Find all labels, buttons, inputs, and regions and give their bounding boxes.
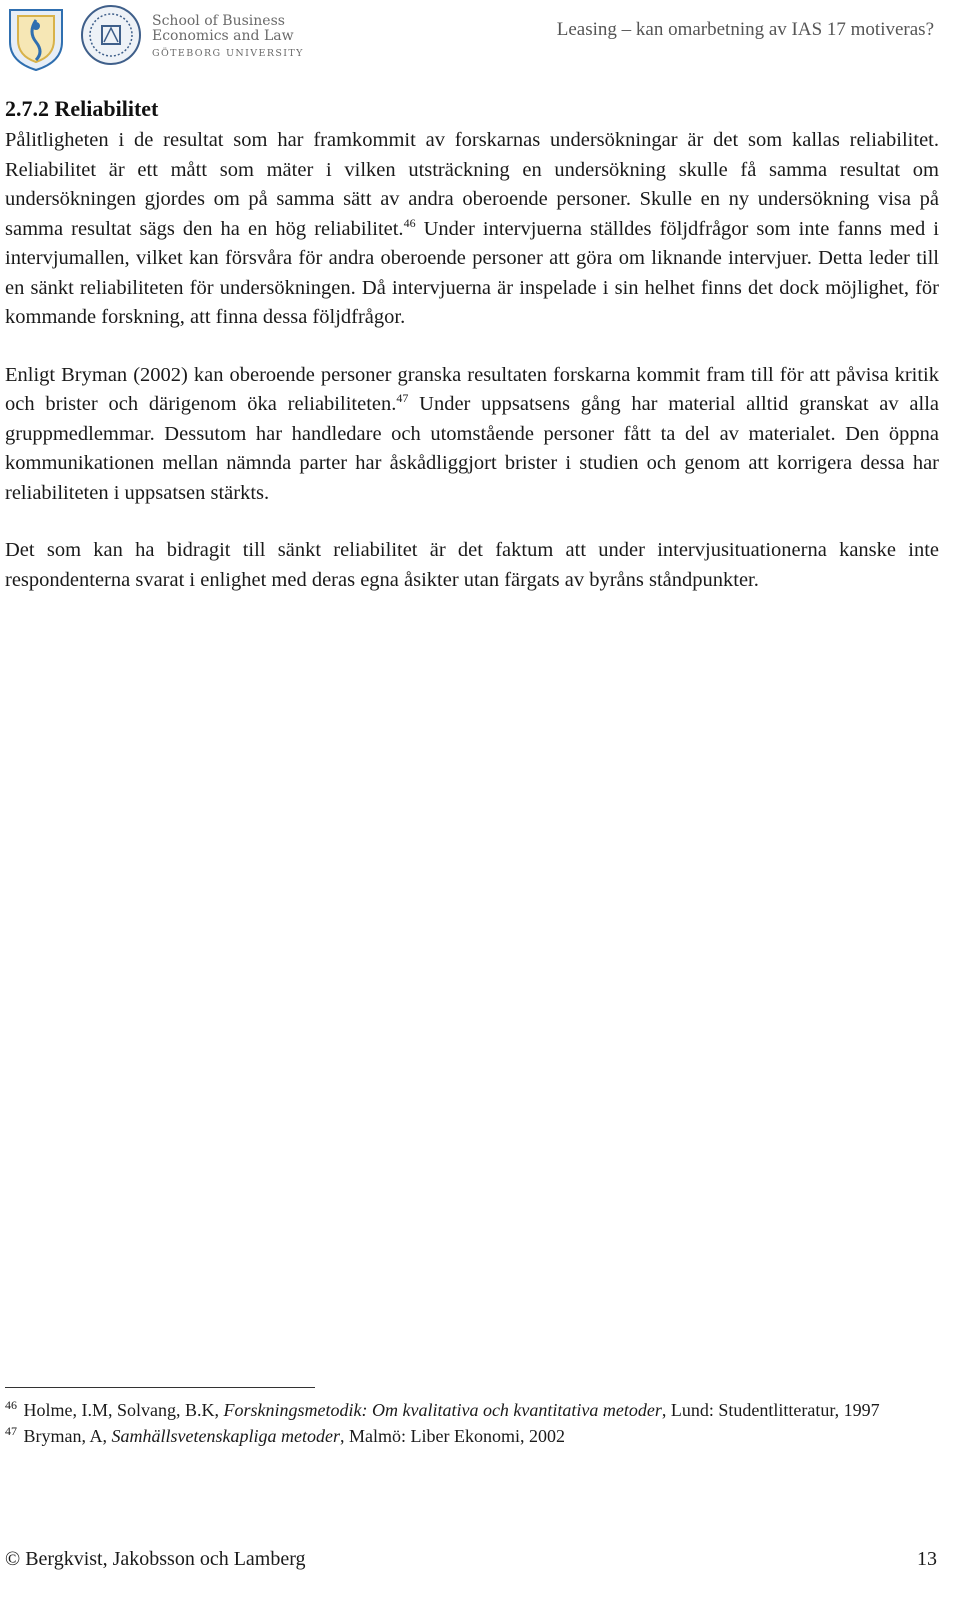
page-footer [5,1548,939,1588]
paragraph-2-text-b: Under uppsatsens gång har material alltid granskat av alla gruppmedlemmar. Dessutom har handledare och utomstående personer fått ta del av materialet. Den öppna kommunikationen mellan nämnda parter har åskådliggjort brister i studien och genom att korrigera dessa har reliabiliteten i uppsatsen stärkts. [5,393,939,504]
footnote-text-pre: Holme, I.M, Solvang, B.K, [23,1400,224,1420]
main-content [5,96,939,623]
footnote-text-post: , Lund: Studentlitteratur, 1997 [661,1400,880,1420]
page-number: 13 [917,1548,937,1570]
footnote-divider [5,1387,315,1388]
school-name [152,14,304,61]
footnote-46 [5,1398,939,1422]
section-heading: 2.7.2 Reliabilitet [5,96,159,121]
footer-authors: © Bergkvist, Jakobsson och Lamberg [5,1548,306,1570]
paragraph-2-text-a: Enligt Bryman (2002) kan oberoende personer granska resultaten forskarna kommit fram till för att påvisa kritik och brister och därigenom öka reliabiliteten. [5,363,939,415]
university-crest-logo [4,2,68,72]
footnote-book-title: Samhällsvetenskapliga metoder [111,1426,340,1446]
school-name-line2: Economics and Law [152,28,294,44]
paragraph-1 [5,126,939,333]
footnote-number: 47 [5,1424,17,1438]
school-seal-logo [80,4,142,66]
footnote-ref-46[interactable]: 46 [403,215,416,230]
paragraph-1-text-b: Under intervjuerna ställdes följdfrågor som inte fanns med i intervjumallen, vilket kan försvåra för andra oberoende personer att göra om liknande intervjuer. Detta leder till en sänkt reliabiliteten för undersökningen. Då intervjuerna är inspelade i sin helhet finns det dock möjlighet, för kommande forskning, att finna dessa följdfrågor. [5,217,939,328]
footnote-book-title: Forskningsmetodik: Om kvalitativa och kvantitativa metoder [223,1400,662,1420]
school-name-line3: GÖTEBORG UNIVERSITY [152,48,304,59]
page-header [0,0,960,80]
footnote-text-post: , Malmö: Liber Ekonomi, 2002 [339,1426,565,1446]
paragraph-3: Det som kan ha bidragit till sänkt reliabilitet är det faktum att under intervjusituationerna kanske inte respondenterna svarat i enlighet med deras egna åsikter utan färgats av byråns ståndpunkter. [5,539,939,591]
paragraph-1-text-a: Pålitligheten i de resultat som har framkommit av forskarnas undersökningar är det som kallas reliabilitet. Reliabilitet är ett mått som mäter i vilken utsträckning en undersökning skulle få samma resultat om undersökningen gjordes om på samma sätt av andra oberoende personer. Skulle en ny undersökning visa på samma resultat sägs den ha en hög reliabilitet. [5,129,939,240]
paragraph-2 [5,361,939,509]
running-title: Leasing – kan omarbetning av IAS 17 motiveras? [556,19,934,40]
footnote-text-pre: Bryman, A, [23,1426,112,1446]
footnotes [5,1398,939,1450]
footnote-47 [5,1424,939,1448]
school-name-line1: School of Business [152,13,285,29]
footnote-ref-47[interactable]: 47 [396,391,409,406]
footnote-number: 46 [5,1398,17,1412]
